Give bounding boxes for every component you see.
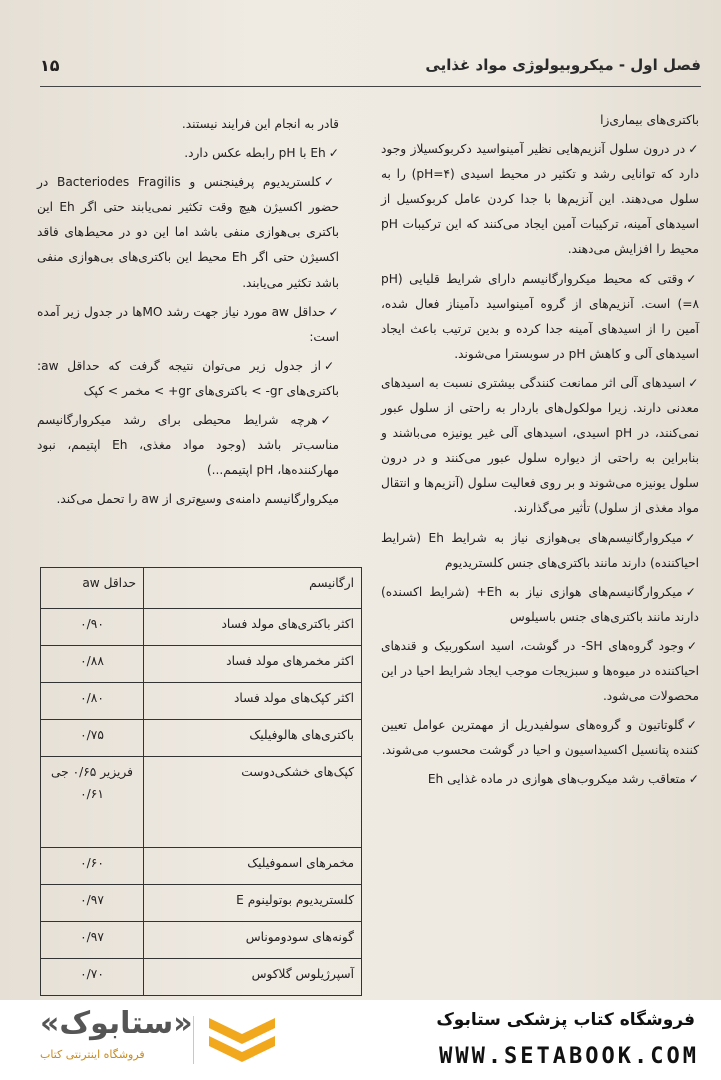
table-cell-organism: اکثر باکتری‌های مولد فساد xyxy=(144,609,362,646)
table-cell-aw: ۰/۸۰ xyxy=(41,683,144,720)
bullet-paragraph: ✓هرچه شرایط محیطی برای رشد میکروارگانیسم مناسب‌تر باشد (وجود مواد مغذی، Eh اپتیمم، نبود مهارکننده‌ها، pH اپتیمم...) xyxy=(37,413,339,478)
check-icon: ✓ xyxy=(686,718,699,733)
bullet-paragraph: ✓وقتی که محیط میکروارگانیسم دارای شرایط قلیایی (pH =۸) است. آنزیم‌های از گروه آمینواسید دآمیناز فعال شده، آمین را از اسیدهای آمینه جدا کرده و بدین ترتیب باعث ایجاد اسیدهای آلی و کاهش pH در سوبسترا می‌شوند. xyxy=(381,271,699,361)
table-row xyxy=(41,646,362,683)
table-row xyxy=(41,757,362,848)
check-icon: ✓ xyxy=(688,772,699,787)
paragraph: قادر به انجام این فرایند نیستند. xyxy=(181,117,339,131)
page-header xyxy=(40,50,701,87)
paragraph: باکتری‌های بیماری‌زا xyxy=(600,113,699,127)
store-logo-word: «ستابوک» xyxy=(40,1006,193,1041)
check-icon: ✓ xyxy=(686,271,699,286)
table-cell-organism: اکثر مخمرهای مولد فساد xyxy=(144,646,362,683)
aw-table xyxy=(40,567,362,996)
table-cell-aw: ۰/۸۸ xyxy=(41,646,144,683)
table-cell-organism: کپک‌های خشکی‌دوست xyxy=(144,757,362,848)
left-column xyxy=(37,112,339,516)
bullet-paragraph: ✓حداقل aw مورد نیاز جهت رشد MOها در جدول زیر آمده است: xyxy=(37,304,340,344)
store-name: فروشگاه کتاب پزشکی ستابوک xyxy=(436,1010,695,1030)
table-cell-aw: ۰/۹۰ xyxy=(41,609,144,646)
table-cell-organism: مخمرهای اسموفیلیک xyxy=(144,848,362,885)
page-number: ۱۵ xyxy=(40,56,60,75)
table-row xyxy=(41,720,362,757)
right-column xyxy=(381,108,699,796)
table-cell-aw: ۰/۷۵ xyxy=(41,720,144,757)
check-icon: ✓ xyxy=(685,530,700,545)
table-cell-aw: فریزیر ۰/۶۵ جی ۰/۶۱ xyxy=(41,757,144,848)
table-row xyxy=(41,959,362,996)
table-cell-aw: ۰/۹۷ xyxy=(41,885,144,922)
paragraph: میکروارگانیسم دامنه‌ی وسیع‌تری از aw را تحمل می‌کند. xyxy=(56,492,339,507)
table-cell-organism: اکثر کپک‌های مولد فساد xyxy=(144,683,362,720)
store-footer-banner xyxy=(0,1000,721,1080)
check-icon: ✓ xyxy=(328,146,339,161)
bullet-paragraph: ✓متعاقب رشد میکروب‌های هوازی در ماده غذایی Eh xyxy=(427,772,699,787)
bullet-paragraph: ✓وجود گروه‌های SH- در گوشت، اسید اسکوربیک و قندهای احیاکننده در میوه‌ها و سبزیجات موجب ایجاد شرایط احیا در این محصولات می‌شود. xyxy=(381,638,700,704)
bullet-paragraph: ✓اسیدهای آلی اثر ممانعت کنندگی بیشتری نسبت به اسیدهای معدنی دارند. زیرا مولکول‌های باردار به راحتی از سلول عبور نمی‌کنند، در pH اسیدی، اسیدهای آلی غیر یونیزه می‌باشند و بنابراین به راحتی از دیواره سلول عبور می‌کنند و در درون سلول یونیزه می‌شوند و بر روی فعالیت سلول (آنزیم‌ها و انتقال مواد مغذی از سلول) تأثیر می‌گذارند. xyxy=(381,375,699,516)
check-icon: ✓ xyxy=(688,375,699,390)
table-header-aw: حداقل aw xyxy=(41,568,144,609)
table-row xyxy=(41,609,362,646)
check-icon: ✓ xyxy=(686,638,700,653)
store-url[interactable]: WWW.SETABOOK.COM xyxy=(439,1044,699,1069)
table-row xyxy=(41,885,362,922)
table-cell-organism: باکتری‌های هالوفیلیک xyxy=(144,720,362,757)
aw-table-wrapper xyxy=(40,567,362,996)
table-header-row xyxy=(41,568,362,609)
table-row xyxy=(41,922,362,959)
footer-divider xyxy=(193,1016,194,1064)
bullet-paragraph: ✓Eh با pH رابطه عکس دارد. xyxy=(184,146,339,161)
table-row xyxy=(41,683,362,720)
check-icon: ✓ xyxy=(688,142,699,157)
bullet-paragraph: ✓میکروارگانیسم‌های بی‌هوازی نیاز به شرایط Eh (شرایط احیاکننده) دارند مانند باکتری‌های جنس کلستریدیوم xyxy=(381,530,700,570)
store-logo-tagline: فروشگاه اینترنتی کتاب xyxy=(40,1048,145,1061)
table-cell-aw: ۰/۹۷ xyxy=(41,922,144,959)
bullet-paragraph: ✓میکروارگانیسم‌های هوازی نیاز به ‎+Eh‎ (شرایط اکسنده) دارند مانند باکتری‌های جنس باسیلوس xyxy=(381,584,700,624)
check-icon: ✓ xyxy=(685,584,700,599)
check-icon: ✓ xyxy=(324,175,339,190)
table-cell-aw: ۰/۷۰ xyxy=(41,959,144,996)
table-cell-aw: ۰/۶۰ xyxy=(41,848,144,885)
bullet-paragraph: ✓کلستریدیوم پرفینجنس و Bacteriodes Fragilis در حضور اکسیژن هیچ وقت تکثیر نمی‌یابند حتی اگر Eh این باکتری بی‌هوازی منفی باشد اما این دو در محیط‌های فاقد اکسیژن حتی اگر Eh محیط این باکتری‌های بی‌هوازی منفی باشد تکثیر می‌یابند. xyxy=(37,175,339,290)
bullet-paragraph: ✓گلوتاتیون و گروه‌های سولفیدریل از مهمترین عوامل تعیین کننده پتانسیل اکسیداسیون و احیا در گوشت محسوب می‌شوند. xyxy=(381,718,699,758)
check-icon: ✓ xyxy=(328,304,340,319)
table-cell-organism: گونه‌های سودوموناس xyxy=(144,922,362,959)
check-icon: ✓ xyxy=(323,358,340,373)
table-cell-organism: کلستریدیوم بوتولینوم E xyxy=(144,885,362,922)
bullet-paragraph: ✓از جدول زیر می‌توان نتیجه گرفت که حداقل aw: باکتری‌های ‎-gr‎ > باکتری‌های ‎+gr‎ > مخمر > کپک xyxy=(37,358,340,398)
chapter-title: فصل اول - میکروبیولوژی مواد غذایی xyxy=(425,56,701,74)
table-header-organism: ارگانیسم xyxy=(144,568,362,609)
book-stack-logo-icon xyxy=(205,1014,279,1068)
bullet-paragraph: ✓در درون سلول آنزیم‌هایی نظیر آمینواسید دکربوکسیلاز وجود دارد که توانایی رشد و تکثیر در محیط اسیدی (pH=۴) را به سلول می‌دهند. این آنزیم‌ها با جدا کردن عامل کربوکسیل از اسیدهای آمینه، ترکیبات آمین ایجاد می‌کنند که این ترکیبات pH محیط را افزایش می‌دهند. xyxy=(381,142,700,257)
check-icon: ✓ xyxy=(320,413,339,428)
table-cell-organism: آسپرژیلوس گلاکوس xyxy=(144,959,362,996)
table-row xyxy=(41,848,362,885)
